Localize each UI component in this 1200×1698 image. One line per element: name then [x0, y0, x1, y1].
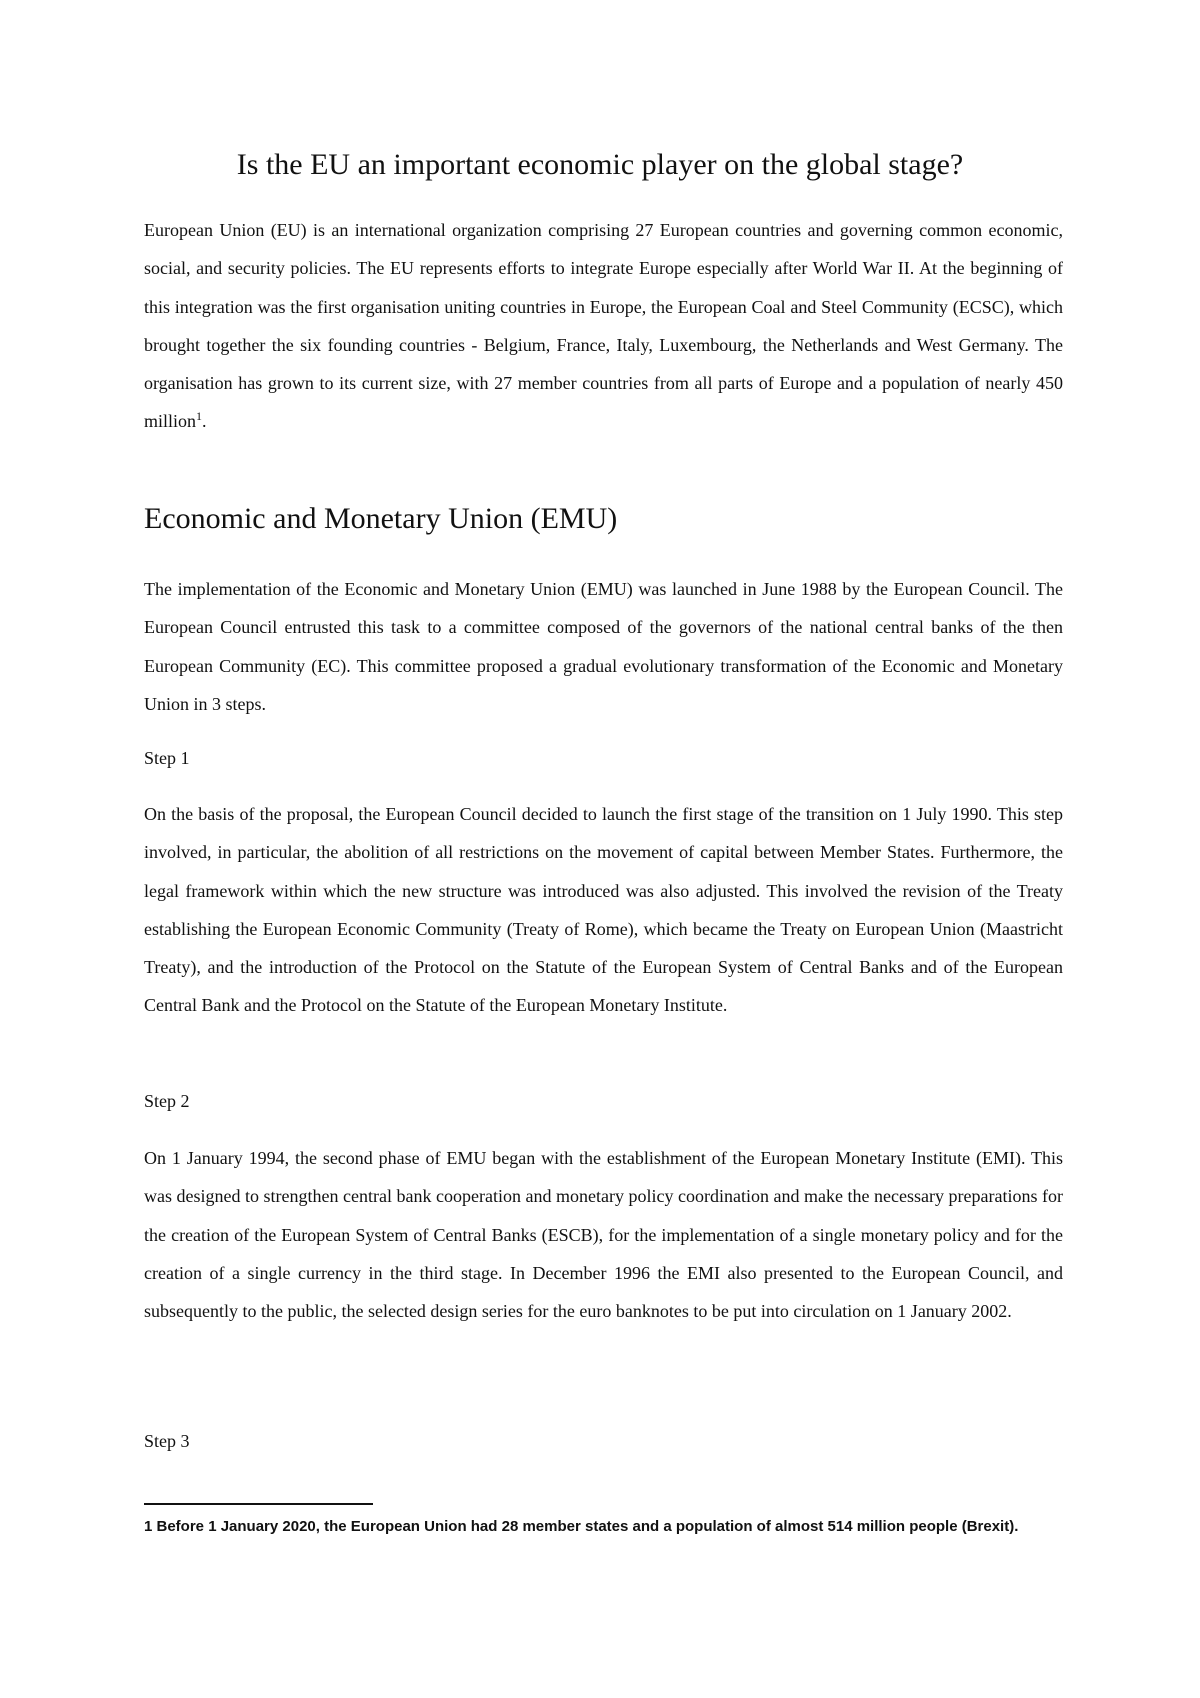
emu-paragraph: The implementation of the Economic and Monetary Union (EMU) was launched in June 1988 by the European Council. The European Council entrusted this task to a committee composed of the governors of the national central banks of the then European Community (EC). This committee proposed a gradual evolutionary transformation of the Economic and Monetary Union in 3 steps. [144, 579, 1063, 714]
step-1-paragraph: On the basis of the proposal, the European Council decided to launch the first stage of the transition on 1 July 1990. This step involved, in particular, the abolition of all restrictions on the movement of capital between Member States. Furthermore, the legal framework within which the new structure was introduced was also adjusted. This involved the revision of the Treaty establishing the European Economic Community (Treaty of Rome), which became the Treaty on European Union (Maastricht Treaty), and the introduction of the Protocol on the Statute of the European System of Central Banks and of the European Central Bank and the Protocol on the Statute of the European Monetary Institute. [144, 804, 1063, 1016]
intro-text: European Union (EU) is an international organization comprising 27 European countries and governing common economic, social, and security policies. The EU represents efforts to integrate Europe especially after World War II. At the beginning of this integration was the first organisation uniting countries in Europe, the European Coal and Steel Community (ECSC), which brought together the six founding countries - Belgium, France, Italy, Luxembourg, the Netherlands and West Germany. The organisation has grown to its current size, with 27 member countries from all parts of Europe and a population of nearly 450 million [144, 220, 1063, 432]
footnote-text: 1 Before 1 January 2020, the European Union had 28 member states and a population of almost 514 million people (Brexit). [144, 1518, 1019, 1535]
step-1-label: Step 1 [144, 748, 190, 768]
footnote-reference[interactable]: 1 [196, 409, 203, 424]
step-2-label: Step 2 [144, 1091, 190, 1111]
section-heading-emu: Economic and Monetary Union (EMU) [144, 502, 618, 535]
intro-end: . [202, 411, 207, 432]
page-title: Is the EU an important economic player on the global stage? [236, 148, 964, 181]
step-2-paragraph: On 1 January 1994, the second phase of EMU began with the establishment of the European Monetary Institute (EMI). This was designed to strengthen central bank cooperation and monetary policy coordination and make the necessary preparations for the creation of the European System of Central Banks (ESCB), for the implementation of a single monetary policy and for the creation of a single currency in the third stage. In December 1996 the EMI also presented to the European Council, and subsequently to the public, the selected design series for the euro banknotes to be put into circulation on 1 January 2002. [144, 1148, 1063, 1322]
intro-paragraph [144, 211, 1063, 441]
footnote-separator [144, 1503, 373, 1505]
step-3-label: Step 3 [144, 1431, 190, 1451]
